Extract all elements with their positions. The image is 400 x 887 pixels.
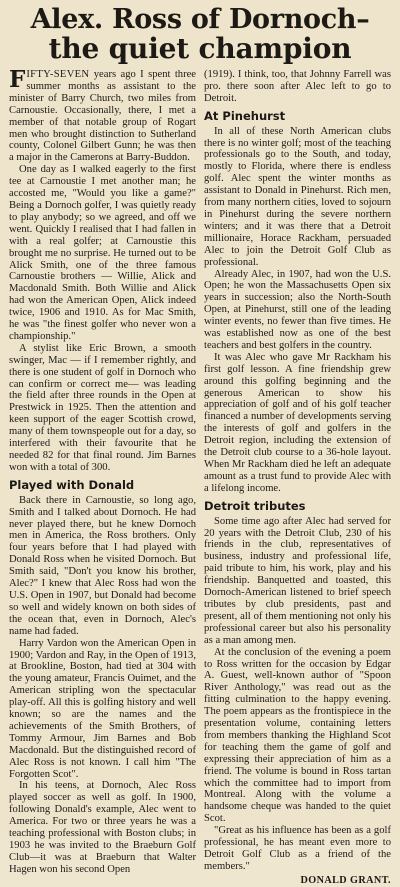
article-columns bbox=[9, 66, 391, 887]
intro-paragraph bbox=[9, 66, 196, 164]
lead-paragraph: (1919). I think, too, that Johnny Farrell was pro. there soon after Alec left to go to Detroit. bbox=[204, 69, 391, 104]
paragraph: One day as I walked eagerly to the first tee at Carnoustie I met another man; he accosted me, "Would you like a game?" Being a Dornoch golfer, I was quietly ready to play anybody; so we agreed, and off we went. Quickly I realised that I had fallen in with a real golfer; at Carnoustie this brought me no surprise. He turned out to be Alick Smith, one of the three famous Carnoustie brothers — Willie, Alick and Macdonald Smith. Both Willie and Alick had won the American Open, Alick indeed twice, 1906 and 1910. As for Mac Smith, he was "the finest golfer who never won a championship." bbox=[9, 164, 196, 342]
drop-cap: F bbox=[9, 66, 26, 93]
paragraph: It was Alec who gave Mr Rackham his first golf lesson. A fine friendship grew around this golfing beginning and the generous American to show his appreciation of golf and of his golf teacher financed a number of developments serving the interests of golf and golfers in the Detroit region, including the extension of the Detroit club course to a 36-hole layout. When Mr Rackham died he left an adequate amount as a trust fund to provide Alec with a lifelong income. bbox=[204, 351, 391, 494]
paragraph: In his teens, at Dornoch, Alec Ross played soccer as well as golf. In 1900, following Donald's example, Alec went to America. For two or three years he was a teaching professional with Boston clubs; in 1903 he was invited to the Braeburn Golf Club—it was at Braeburn that Walter Hagen won his second Open bbox=[9, 780, 196, 875]
paragraph: Already Alec, in 1907, had won the U.S. Open; he won the Massachusetts Open six years in succession; also the North-South Open, at Pinehurst, still one of the leading winter events, no fewer than five times. He was established now as one of the best teachers and best golfers in the country. bbox=[204, 268, 391, 351]
paragraph: "Great as his influence has been as a golf professional, he has meant even more to Detroit Golf Club as a friend of the members." bbox=[204, 825, 391, 872]
paragraph: In all of these North American clubs there is no winter golf; most of the teaching professionals go to the South, and today, mostly to Florida, where there is endless golf. Alec spent the winter months as assistant to Donald in Pinehurst. Rich men, from many northern cities, loved to sojourn in Pinehurst during the severe northern winters; and it was there that a Detroit millionaire, Horace Rackham, persuaded Alec to join the Detroit Golf Club as professional. bbox=[204, 125, 391, 268]
subheading-at-pinehurst: At Pinehurst bbox=[204, 108, 286, 123]
headline-line-1: Alex. Ross of Dornoch– bbox=[30, 4, 370, 35]
column-right bbox=[204, 69, 391, 887]
headline-line-2: the quiet champion bbox=[48, 32, 352, 65]
subheading-played-with-donald: Played with Donald bbox=[9, 477, 135, 492]
subheading-detroit-tributes: Detroit tributes bbox=[204, 498, 306, 513]
intro-smallcaps: IFTY-SEVEN bbox=[26, 69, 90, 80]
author-signature: DONALD GRANT. bbox=[300, 874, 391, 886]
paragraph: Back there in Carnoustie, so long ago, Smith and I talked about Dornoch. He had never played there, but he knew Dornoch men in America, the Ross brothers. Only four years before that I had played with Donald Ross when he visited Dornoch. But Smith said, "Don't you know his brother, Alec?" I knew that Alec Ross had won the U.S. Open in 1907, but Donald had become so well and widely known on both sides of the ocean that, even in Dornoch, Alec's name had faded. bbox=[9, 494, 196, 637]
paragraph: Harry Vardon won the American Open in 1900; Vardon and Ray, in the Open of 1913, at Brookline, Boston, had tied at 304 with the young amateur, Francis Ouimet, and the American stripling won the spectacular play-off. All this is golfing history and well known; so are the names and the achievements of the Smith Brothers, of Tommy Armour, Jim Barnes and Bob Macdonald. But the distinguished record of Alec Ross is not known. I call him "The Forgotten Scot". bbox=[9, 637, 196, 780]
paragraph: Some time ago after Alec had served for 20 years with the Detroit Club, 230 of his friends in the club, representatives of business, industry and professional life, paid tribute to him, his work, play and his friendship. Banquetted and toasted, this Dornoch-American listened to brief speech tributes by club presidents, past and present, all of them mentioning not only his professional career but also his personality as a man among men. bbox=[204, 515, 391, 646]
intro-text: years ago I spent three summer months as assistant to the minister of Barry Church, two miles from Carnoustie. Occasionally, there, I met a member of that notable group of Rogart men who brought distinction to Sutherland county, Colonel Gilbert Gunn; he was then a major in the Camerons at Barry-Buddon. bbox=[9, 69, 196, 164]
headline bbox=[9, 6, 391, 63]
column-left bbox=[9, 66, 196, 887]
paragraph: A stylist like Eric Brown, a smooth swinger, Mac — if I remember rightly, and there is one student of golf in Dornoch who can confirm or correct me— was leading the field after three rounds in the Open at Prestwick in 1925. Then the attention and keen support of the eager Scottish crowd, many of them townspeople out for a day, so interfered with their favourite that he needed 82 for that final round. Jim Barnes won with a total of 300. bbox=[9, 342, 196, 473]
paragraph: At the conclusion of the evening a poem to Ross written for the occasion by Edgar A. Guest, well-known author of "Spoon River Anthology," was read out as the fitting culmination to the happy evening. The poem appears as the frontispiece in the presentation volume, containing letters from members thanking the Highland Scot for teaching them the game of golf and expressing their appreciation of him as a friend. The volume is bound in Ross tartan which the committee had to import from Montreal. Along with the volume a handsome cheque was handed to the quiet Scot. bbox=[204, 646, 391, 825]
